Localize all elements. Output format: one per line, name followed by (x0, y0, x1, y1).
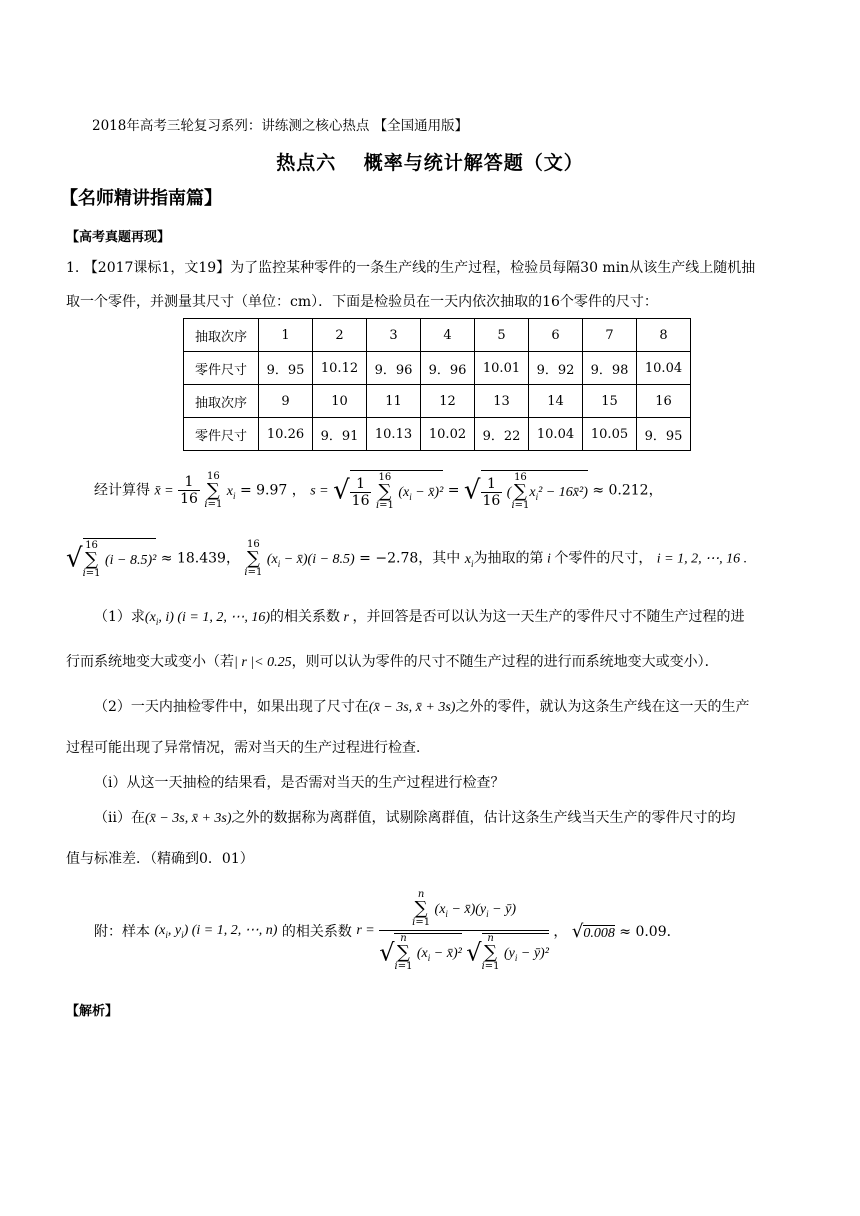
table-cell: 6 (529, 319, 583, 352)
question-2ii-line-1: （ⅱ）在(x̄ − 3s, x̄ + 3s)之外的数据称为离群值，试剔除离群值，估计这条生产线当天生产的零件尺寸的均 (94, 810, 736, 826)
table-cell: 9．95 (637, 418, 691, 451)
section-heading: 【名师精讲指南篇】 (60, 188, 222, 209)
data-table (183, 318, 691, 451)
row-label: 抽取次序 (184, 385, 259, 418)
calc2-text3: 个零件的尺寸， (554, 550, 653, 567)
page-title: 热点六 概率与统计解答题（文） (276, 152, 584, 174)
table-cell: 10.04 (529, 418, 583, 451)
series-header: 2018年高考三轮复习系列：讲练测之核心热点 【全国通用版】 (92, 118, 469, 134)
calc2-a: ≈ 18.439 (160, 550, 226, 567)
table-cell: 9．96 (367, 352, 421, 385)
problem-line-1: 1. 【2017课标1，文19】为了监控某种零件的一条生产线的生产过程，检验员每隔30 min从该生产线上随机抽 (66, 260, 756, 276)
table-cell: 1 (259, 319, 313, 352)
table-row (184, 418, 691, 451)
calc-line-2: √ 16 ∑ i=1 (i − 8.5)² ≈ 18.439， 16 ∑ i=1 ($x_i$ − x̄)(i − 8.5) = −2.78，其中 $x_i$为抽取的第 i 个零件的尺寸， i = 1, 2, ⋯, 16 . (66, 538, 748, 579)
calc2-text2: 为抽取的第 (473, 550, 544, 567)
row-label: 抽取次序 (184, 319, 259, 352)
question-2-line-2: 过程可能出现了异常情况，需对当天的生产过程进行检查． (66, 740, 430, 756)
table-row (184, 319, 691, 352)
table-cell: 9．92 (529, 352, 583, 385)
table-cell: 9．96 (421, 352, 475, 385)
calc-prefix: 经计算得 (94, 482, 150, 499)
table-cell: 10.01 (475, 352, 529, 385)
table-cell: 10.26 (259, 418, 313, 451)
table-cell: 10.02 (421, 418, 475, 451)
question-2i: （ⅰ）从这一天抽检的结果看，是否需对当天的生产过程进行检查？ (94, 775, 505, 791)
table-row (184, 385, 691, 418)
s-value: ≈ 0.212 (592, 482, 649, 499)
table-cell: 10.13 (367, 418, 421, 451)
table-cell: 15 (583, 385, 637, 418)
question-1-line-1: （1）求($x_i$, i) (i = 1, 2, ⋯, 16)的相关系数 r ，并回答是否可以认为这一天生产的零件尺寸不随生产过程的进 (94, 609, 745, 627)
x-bar: x̄ = (154, 483, 174, 499)
table-cell: 12 (421, 385, 475, 418)
table-cell: 13 (475, 385, 529, 418)
subsection-heading: 【高考真题再现】 (66, 230, 171, 245)
table-cell: 9．22 (475, 418, 529, 451)
table-cell: 10.12 (313, 352, 367, 385)
mean-value: = 9.97 (239, 482, 288, 499)
table-cell: 9．91 (313, 418, 367, 451)
table-cell: 9 (259, 385, 313, 418)
table-row (184, 352, 691, 385)
table-cell: 14 (529, 385, 583, 418)
table-cell: 16 (637, 385, 691, 418)
question-2ii-line-2: 值与标准差．（精确到0．01） (66, 851, 254, 867)
row-label: 零件尺寸 (184, 352, 259, 385)
question-2-line-1: （2）一天内抽检零件中，如果出现了尺寸在(x̄ − 3s, x̄ + 3s)之外的零件，就认为这条生产线在这一天的生产 (94, 699, 750, 715)
calc2-b: = −2.78 (359, 550, 419, 567)
appendix-formula: 附：样本 ($x_i$, $y_i$) (i = 1, 2, ⋯, n) 的相关系数 r = n ∑ i=1 ($x_i$ − $x̄)(y_i$ − ȳ) √ n ∑ i=1 ($x_i$ − x̄)² √ n ∑ i=1 ($y_i$ − ȳ)² ， √0.008 ≈ 0.09． (94, 889, 681, 972)
table-cell: 9．95 (259, 352, 313, 385)
table-cell: 7 (583, 319, 637, 352)
question-1-line-2: 行而系统地变大或变小（若| r |< 0.25，则可以认为零件的尺寸不随生产过程的进行而系统地变大或变小）． (66, 654, 719, 670)
table-cell: 9．98 (583, 352, 637, 385)
table-cell: 4 (421, 319, 475, 352)
analysis-heading: 【解析】 (66, 1004, 119, 1019)
table-cell: 10.05 (583, 418, 637, 451)
calc-line-1: 经计算得 x̄ = $\frac{1}{16}$ 16 ∑ i=1 $x_i = 9.97$ ， s = √ $\frac{1}{16}$ 16 ∑ i=1 ($x_i$ − x̄)² = √ $\frac{1}{16}$ ( 16 ∑ i=1 $x_i^2$ − 16x̄²) ≈ 0.212， (94, 470, 663, 511)
calc2-text: ，其中 (418, 550, 461, 567)
table-cell: 11 (367, 385, 421, 418)
table-cell: 5 (475, 319, 529, 352)
table-cell: 8 (637, 319, 691, 352)
table-cell: 10 (313, 385, 367, 418)
row-label: 零件尺寸 (184, 418, 259, 451)
table-cell: 2 (313, 319, 367, 352)
table-cell: 10.04 (637, 352, 691, 385)
table-cell: 3 (367, 319, 421, 352)
problem-line-2: 取一个零件，并测量其尺寸（单位：cm）．下面是检验员在一天内依次抽取的16个零件的尺寸： (66, 294, 658, 310)
